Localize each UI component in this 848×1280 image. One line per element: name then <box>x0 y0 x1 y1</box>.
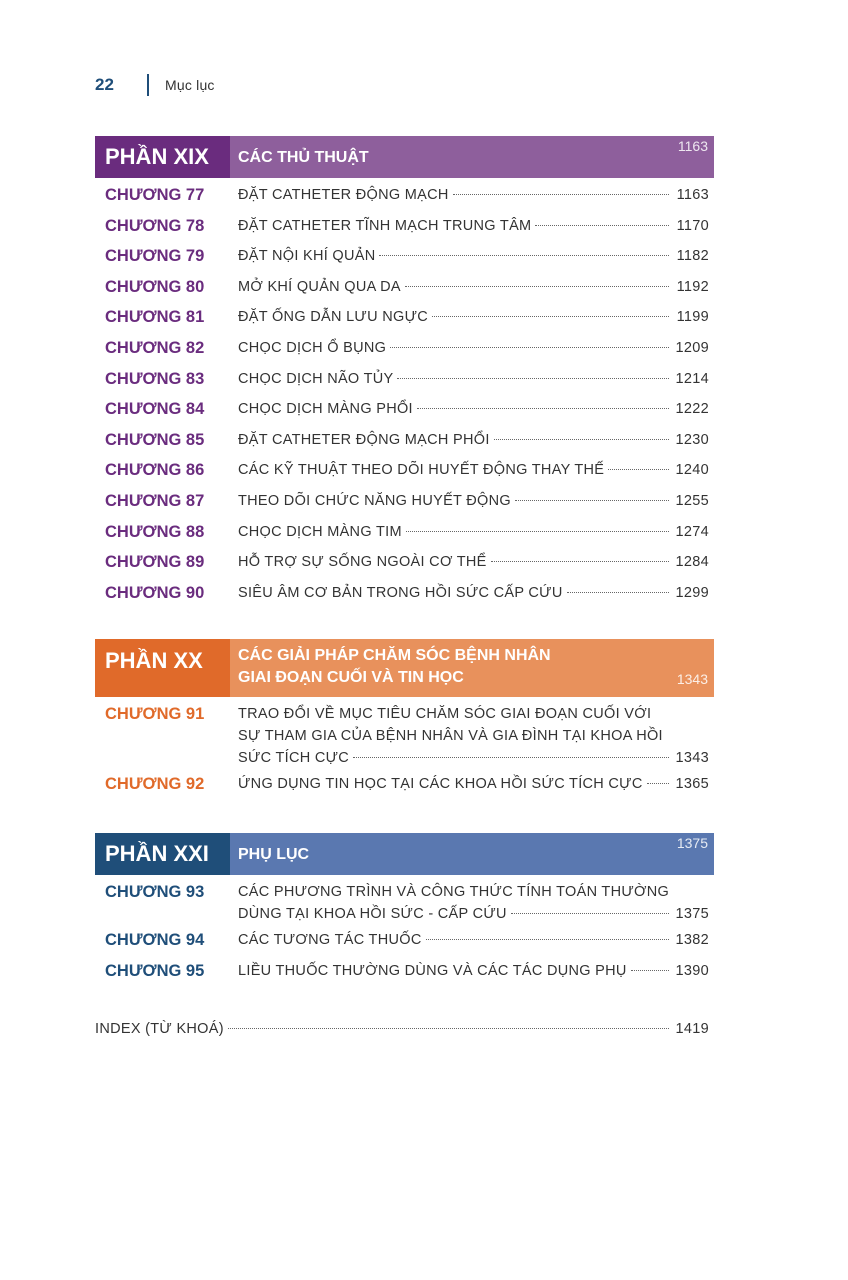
chapter-title-last-line <box>238 547 709 578</box>
dot-leader <box>535 225 669 226</box>
chapter-title-text: CÁC TƯƠNG TÁC THUỐC <box>238 932 422 948</box>
chapter-entry[interactable] <box>95 364 714 395</box>
chapter-entry[interactable] <box>95 547 714 578</box>
chapter-title-last-line <box>238 517 709 548</box>
chapter-title-text: SỨC TÍCH CỰC <box>238 750 350 766</box>
chapter-entry[interactable] <box>95 578 714 609</box>
chapter-page-number: 1163 <box>676 187 709 203</box>
chapter-label: CHƯƠNG 85 <box>105 430 205 449</box>
chapter-page-number: 1170 <box>676 217 709 234</box>
chapter-title-last-line <box>238 211 709 242</box>
chapter-title-text: ĐẶT CATHETER ĐỘNG MẠCH <box>238 187 449 203</box>
chapter-entry[interactable] <box>95 425 714 456</box>
chapter-title-last-line <box>238 180 709 211</box>
chapter-title-text: ĐẶT ỐNG DẪN LƯU NGỰC <box>238 309 429 326</box>
chapter-title <box>238 517 714 548</box>
chapter-label: CHƯƠNG 95 <box>105 961 205 980</box>
dot-leader <box>511 913 669 914</box>
dot-leader <box>567 592 669 593</box>
chapter-title-line: TRAO ĐỔI VỀ MỤC TIÊU CHĂM SÓC GIAI ĐOẠN CUỐI VỚI <box>238 706 652 722</box>
chapter-page-number: 1274 <box>675 523 709 540</box>
chapter-page-number: 1375 <box>675 906 709 922</box>
chapter-title <box>238 769 714 800</box>
chapter-title-last-line <box>238 394 709 425</box>
chapter-label: CHƯƠNG 87 <box>105 491 205 510</box>
chapter-entry[interactable] <box>95 769 714 800</box>
chapter-entry[interactable] <box>95 302 714 333</box>
part-section <box>95 136 714 608</box>
chapter-title-last-line <box>238 272 709 303</box>
chapter-label: CHƯƠNG 78 <box>105 216 205 235</box>
chapter-page-number: 1199 <box>676 309 709 326</box>
chapter-title <box>238 211 714 242</box>
part-section <box>95 833 714 986</box>
dot-leader <box>491 561 669 562</box>
dot-leader <box>631 970 669 971</box>
chapter-entry[interactable] <box>95 180 714 211</box>
part-section <box>95 639 714 800</box>
chapter-page-number: 1222 <box>675 401 709 418</box>
chapter-title <box>238 925 714 956</box>
part-title-box <box>230 639 714 697</box>
chapter-title <box>238 455 714 486</box>
chapter-title-text: ĐẶT CATHETER ĐỘNG MẠCH PHỔI <box>238 431 490 448</box>
chapter-list <box>95 697 714 800</box>
part-title: PHỤ LỤC <box>238 846 310 863</box>
chapter-page-number: 1365 <box>675 776 709 792</box>
dot-leader <box>228 1028 669 1029</box>
chapter-title <box>238 302 714 333</box>
chapter-label: CHƯƠNG 81 <box>105 308 205 327</box>
chapter-page-number: 1299 <box>675 584 709 601</box>
chapter-entry[interactable] <box>95 241 714 272</box>
chapter-label: CHƯƠNG 77 <box>105 186 205 204</box>
chapter-title-text: CHỌC DỊCH MÀNG TIM <box>238 523 402 540</box>
chapter-title <box>238 241 714 272</box>
dot-leader <box>390 347 669 348</box>
chapter-page-number: 1240 <box>675 462 709 479</box>
chapter-title-line: SỰ THAM GIA CỦA BỆNH NHÂN VÀ GIA ĐÌNH TẠI KHOA HỒI <box>238 728 663 744</box>
dot-leader <box>406 531 669 532</box>
part-header[interactable] <box>95 639 714 697</box>
chapter-label: CHƯƠNG 88 <box>105 522 205 541</box>
chapter-title <box>238 699 714 769</box>
chapter-entry[interactable] <box>95 211 714 242</box>
chapter-title-last-line <box>238 333 709 364</box>
chapter-title-last-line <box>238 241 709 272</box>
chapter-title <box>238 272 714 303</box>
chapter-title <box>238 547 714 578</box>
chapter-title-last-line <box>238 425 709 456</box>
chapter-title-text: THEO DÕI CHỨC NĂNG HUYẾT ĐỘNG <box>238 492 511 509</box>
chapter-label: CHƯƠNG 93 <box>105 883 205 901</box>
chapter-label: CHƯƠNG 92 <box>105 775 205 793</box>
chapter-label: CHƯƠNG 83 <box>105 369 205 388</box>
part-header[interactable] <box>95 833 714 875</box>
chapter-title-text: DÙNG TẠI KHOA HỒI SỨC - CẤP CỨU <box>238 906 507 922</box>
part-page-number: 1375 <box>676 835 708 851</box>
chapter-title-text: SIÊU ÂM CƠ BẢN TRONG HỒI SỨC CẤP CỨU <box>238 584 563 601</box>
chapter-title <box>238 364 714 395</box>
chapter-title-last-line <box>238 578 709 609</box>
chapter-title-last-line <box>238 903 709 925</box>
chapter-page-number: 1230 <box>675 431 709 448</box>
index-page: 1419 <box>675 1021 709 1037</box>
chapter-label: CHƯƠNG 89 <box>105 553 205 572</box>
index-entry[interactable] <box>95 1014 709 1044</box>
chapter-page-number: 1214 <box>675 370 709 387</box>
chapter-entry[interactable] <box>95 877 714 925</box>
dot-leader <box>379 255 669 256</box>
part-page-number: 1163 <box>677 138 708 154</box>
chapter-label: CHƯƠNG 80 <box>105 277 205 296</box>
chapter-entry[interactable] <box>95 925 714 956</box>
chapter-title-last-line <box>238 747 709 769</box>
chapter-title-last-line <box>238 769 709 800</box>
chapter-title-last-line <box>238 956 709 987</box>
chapter-title-text: CÁC KỸ THUẬT THEO DÕI HUYẾT ĐỘNG THAY THẾ <box>238 462 605 479</box>
chapter-title <box>238 180 714 211</box>
chapter-title-last-line <box>238 925 709 956</box>
chapter-entry[interactable] <box>95 956 714 987</box>
chapter-title <box>238 333 714 364</box>
chapter-page-number: 1390 <box>675 962 709 979</box>
dot-leader <box>353 757 669 758</box>
chapter-label: CHƯƠNG 82 <box>105 338 205 357</box>
chapter-entry[interactable] <box>95 455 714 486</box>
chapter-list <box>95 875 714 986</box>
page-number: 22 <box>95 75 114 94</box>
chapter-page-number: 1382 <box>675 932 709 948</box>
chapter-title <box>238 578 714 609</box>
chapter-list <box>95 178 714 608</box>
chapter-title <box>238 394 714 425</box>
chapter-page-number: 1284 <box>675 554 709 571</box>
dot-leader <box>647 783 669 784</box>
part-title: CÁC GIẢI PHÁP CHĂM SÓC BỆNH NHÂN <box>238 647 551 664</box>
chapter-title-text: CHỌC DỊCH Ổ BỤNG <box>238 339 387 356</box>
chapter-title-last-line <box>238 364 709 395</box>
chapter-title-text: CHỌC DỊCH NÃO TỦY <box>238 370 394 387</box>
part-page-number: 1343 <box>676 671 708 687</box>
dot-leader <box>397 378 669 379</box>
part-label: PHẦN XXI <box>95 833 230 875</box>
dot-leader <box>426 939 669 940</box>
chapter-label: CHƯƠNG 90 <box>105 583 205 602</box>
chapter-title-text: LIỀU THUỐC THƯỜNG DÙNG VÀ CÁC TÁC DỤNG PHỤ <box>238 962 627 979</box>
chapter-label: CHƯƠNG 94 <box>105 931 205 949</box>
part-title-box <box>230 833 714 875</box>
chapter-entry[interactable] <box>95 486 714 517</box>
chapter-title-text: HỖ TRỢ SỰ SỐNG NGOÀI CƠ THỂ <box>238 554 487 571</box>
chapter-title <box>238 877 714 925</box>
dot-leader <box>453 194 669 195</box>
chapter-label: CHƯƠNG 86 <box>105 461 205 480</box>
dot-leader <box>417 408 669 409</box>
dot-leader <box>432 316 669 317</box>
chapter-entry[interactable] <box>95 333 714 364</box>
chapter-entry[interactable] <box>95 517 714 548</box>
chapter-entry[interactable] <box>95 272 714 303</box>
chapter-title-text: MỞ KHÍ QUẢN QUA DA <box>238 278 401 295</box>
chapter-page-number: 1255 <box>675 492 709 509</box>
chapter-label: CHƯƠNG 91 <box>105 705 205 723</box>
header-divider <box>147 74 149 96</box>
chapter-title-last-line <box>238 486 709 517</box>
page-header <box>95 72 215 98</box>
chapter-entry[interactable] <box>95 394 714 425</box>
chapter-entry[interactable] <box>95 699 714 769</box>
chapter-title <box>238 425 714 456</box>
dot-leader <box>494 439 669 440</box>
chapter-page-number: 1192 <box>676 278 709 295</box>
part-header[interactable] <box>95 136 714 178</box>
chapter-title-line: CÁC PHƯƠNG TRÌNH VÀ CÔNG THỨC TÍNH TOÁN THƯỜNG <box>238 884 670 900</box>
chapter-page-number: 1343 <box>675 750 709 766</box>
index-label: INDEX (TỪ KHOÁ) <box>95 1021 224 1037</box>
chapter-label: CHƯƠNG 84 <box>105 400 205 419</box>
dot-leader <box>405 286 669 287</box>
part-title: CÁC THỦ THUẬT <box>238 149 369 166</box>
part-label: PHẦN XIX <box>95 136 230 178</box>
dot-leader <box>515 500 669 501</box>
chapter-label: CHƯƠNG 79 <box>105 247 205 266</box>
chapter-title-last-line <box>238 455 709 486</box>
part-title: GIAI ĐOẠN CUỐI VÀ TIN HỌC <box>238 669 464 686</box>
chapter-title-text: ĐẶT NỘI KHÍ QUẢN <box>238 248 376 265</box>
chapter-title-text: ỨNG DỤNG TIN HỌC TẠI CÁC KHOA HỒI SỨC TÍCH CỰC <box>238 776 643 792</box>
header-title: Mục lục <box>165 77 215 93</box>
dot-leader <box>608 469 669 470</box>
chapter-title-text: CHỌC DỊCH MÀNG PHỔI <box>238 401 413 418</box>
chapter-page-number: 1182 <box>676 248 709 265</box>
chapter-title <box>238 486 714 517</box>
chapter-page-number: 1209 <box>675 339 709 356</box>
chapter-title-text: ĐẶT CATHETER TĨNH MẠCH TRUNG TÂM <box>238 217 532 234</box>
chapter-title-last-line <box>238 302 709 333</box>
part-label: PHẦN XX <box>95 639 230 697</box>
part-title-box <box>230 136 714 178</box>
chapter-title <box>238 956 714 987</box>
